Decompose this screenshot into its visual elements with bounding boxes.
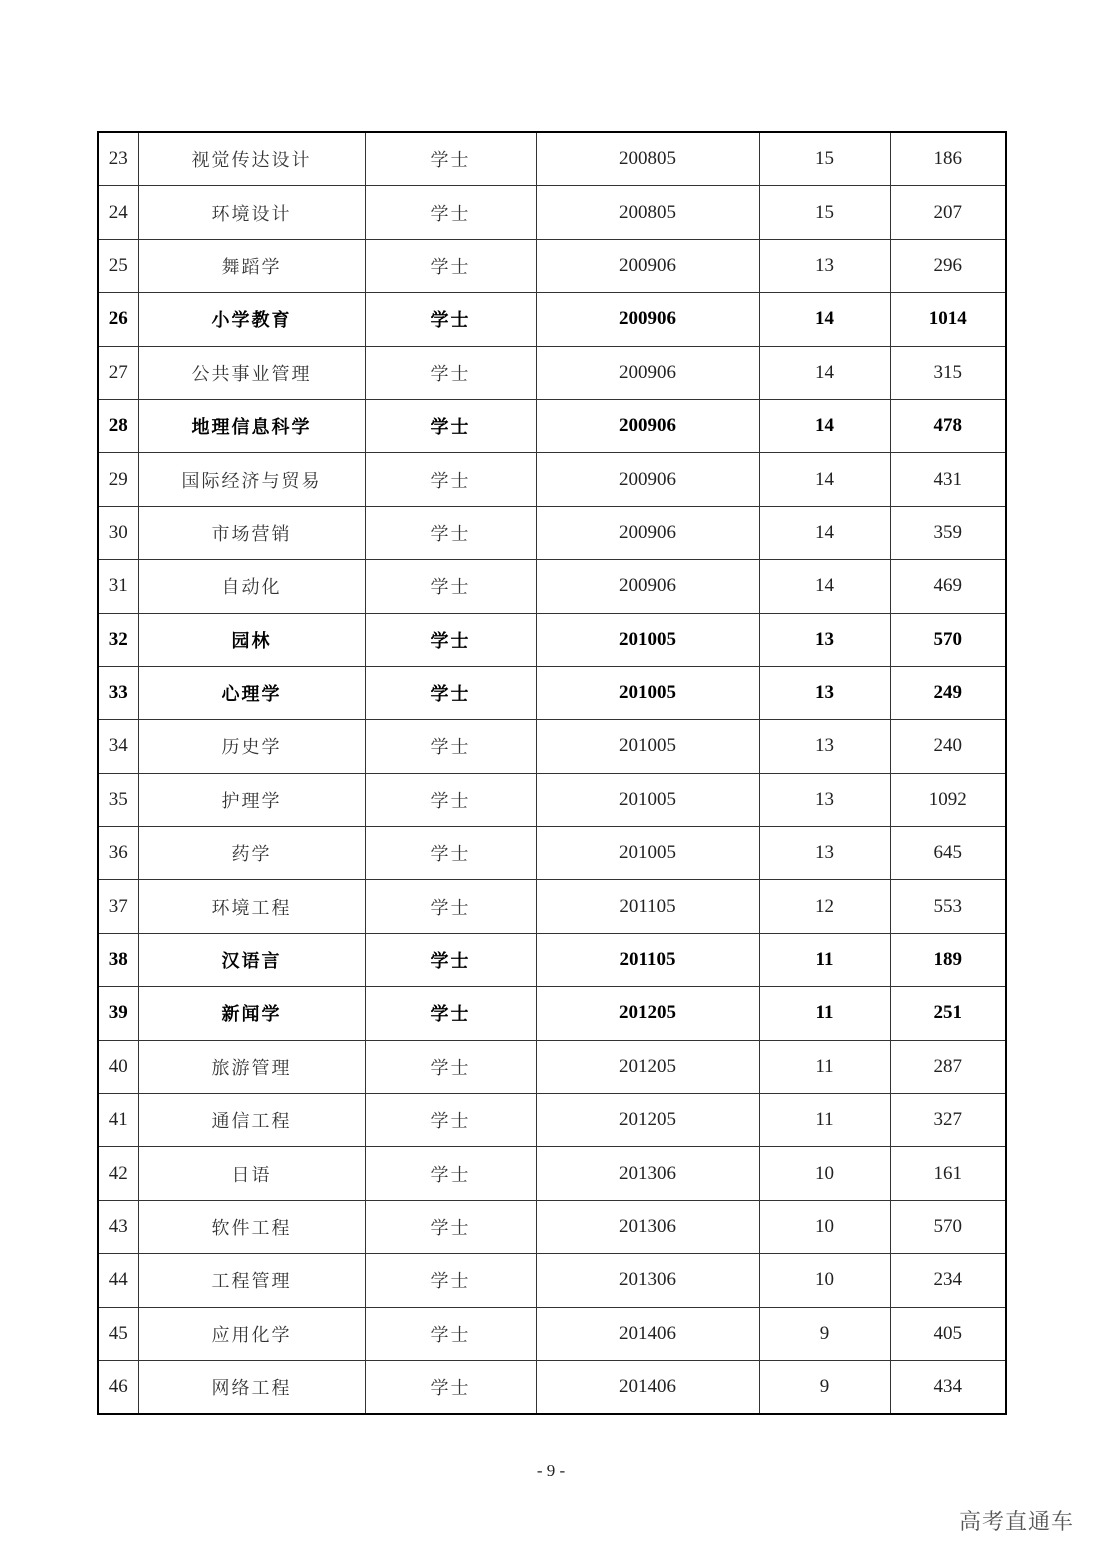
row-number-cell: 28: [98, 399, 138, 452]
degree-cell: 学士: [365, 666, 536, 719]
approval-date-cell: 200906: [536, 399, 759, 452]
count-cell: 296: [890, 239, 1006, 292]
count-cell: 189: [890, 933, 1006, 986]
degree-cell: 学士: [365, 880, 536, 933]
degree-cell: 学士: [365, 1254, 536, 1307]
count-cell: 570: [890, 1200, 1006, 1253]
table-row: [98, 880, 1006, 933]
degree-cell: 学士: [365, 453, 536, 506]
major-name-cell: 护理学: [138, 773, 365, 826]
count-cell: 161: [890, 1147, 1006, 1200]
major-name-cell: 新闻学: [138, 987, 365, 1040]
table-row: [98, 453, 1006, 506]
row-number-cell: 32: [98, 613, 138, 666]
major-name-cell: 网络工程: [138, 1360, 365, 1414]
table-row: [98, 346, 1006, 399]
row-number-cell: 26: [98, 293, 138, 346]
table-row: [98, 1254, 1006, 1307]
table-row: [98, 239, 1006, 292]
major-name-cell: 日语: [138, 1147, 365, 1200]
degree-cell: 学士: [365, 720, 536, 773]
row-number-cell: 40: [98, 1040, 138, 1093]
count-cell: 570: [890, 613, 1006, 666]
years-cell: 13: [759, 720, 890, 773]
row-number-cell: 35: [98, 773, 138, 826]
major-name-cell: 药学: [138, 827, 365, 880]
count-cell: 431: [890, 453, 1006, 506]
years-cell: 10: [759, 1147, 890, 1200]
degree-cell: 学士: [365, 239, 536, 292]
table-row: [98, 1307, 1006, 1360]
approval-date-cell: 200906: [536, 453, 759, 506]
major-name-cell: 通信工程: [138, 1094, 365, 1147]
major-name-cell: 旅游管理: [138, 1040, 365, 1093]
major-name-cell: 工程管理: [138, 1254, 365, 1307]
row-number-cell: 44: [98, 1254, 138, 1307]
count-cell: 315: [890, 346, 1006, 399]
years-cell: 14: [759, 293, 890, 346]
majors-table: [97, 131, 1007, 1415]
years-cell: 14: [759, 346, 890, 399]
table-row: [98, 720, 1006, 773]
major-name-cell: 舞蹈学: [138, 239, 365, 292]
row-number-cell: 38: [98, 933, 138, 986]
years-cell: 15: [759, 186, 890, 239]
count-cell: 405: [890, 1307, 1006, 1360]
years-cell: 14: [759, 453, 890, 506]
row-number-cell: 36: [98, 827, 138, 880]
count-cell: 553: [890, 880, 1006, 933]
count-cell: 207: [890, 186, 1006, 239]
table-row: [98, 1360, 1006, 1414]
table-row: [98, 506, 1006, 559]
count-cell: 327: [890, 1094, 1006, 1147]
approval-date-cell: 201306: [536, 1254, 759, 1307]
row-number-cell: 37: [98, 880, 138, 933]
years-cell: 14: [759, 560, 890, 613]
count-cell: 478: [890, 399, 1006, 452]
count-cell: 186: [890, 132, 1006, 186]
major-name-cell: 环境工程: [138, 880, 365, 933]
approval-date-cell: 200805: [536, 132, 759, 186]
approval-date-cell: 201205: [536, 1094, 759, 1147]
degree-cell: 学士: [365, 933, 536, 986]
degree-cell: 学士: [365, 132, 536, 186]
table-row: [98, 293, 1006, 346]
years-cell: 9: [759, 1307, 890, 1360]
years-cell: 13: [759, 666, 890, 719]
years-cell: 11: [759, 987, 890, 1040]
table-row: [98, 613, 1006, 666]
count-cell: 359: [890, 506, 1006, 559]
approval-date-cell: 200906: [536, 239, 759, 292]
table-row: [98, 827, 1006, 880]
years-cell: 9: [759, 1360, 890, 1414]
approval-date-cell: 200906: [536, 506, 759, 559]
major-name-cell: 环境设计: [138, 186, 365, 239]
row-number-cell: 25: [98, 239, 138, 292]
approval-date-cell: 200906: [536, 560, 759, 613]
major-name-cell: 视觉传达设计: [138, 132, 365, 186]
table-row: [98, 1094, 1006, 1147]
major-name-cell: 心理学: [138, 666, 365, 719]
count-cell: 469: [890, 560, 1006, 613]
table-row: [98, 987, 1006, 1040]
years-cell: 14: [759, 399, 890, 452]
count-cell: 1092: [890, 773, 1006, 826]
degree-cell: 学士: [365, 1147, 536, 1200]
major-name-cell: 软件工程: [138, 1200, 365, 1253]
table-row: [98, 1147, 1006, 1200]
table-row: [98, 186, 1006, 239]
row-number-cell: 39: [98, 987, 138, 1040]
table-row: [98, 1200, 1006, 1253]
majors-table-body: [98, 132, 1006, 1414]
years-cell: 10: [759, 1254, 890, 1307]
major-name-cell: 市场营销: [138, 506, 365, 559]
degree-cell: 学士: [365, 1040, 536, 1093]
table-row: [98, 132, 1006, 186]
row-number-cell: 33: [98, 666, 138, 719]
approval-date-cell: 200906: [536, 346, 759, 399]
degree-cell: 学士: [365, 1200, 536, 1253]
watermark: 高考直通车: [958, 1510, 1074, 1535]
approval-date-cell: 201406: [536, 1307, 759, 1360]
degree-cell: 学士: [365, 560, 536, 613]
major-name-cell: 应用化学: [138, 1307, 365, 1360]
degree-cell: 学士: [365, 827, 536, 880]
approval-date-cell: 201406: [536, 1360, 759, 1414]
approval-date-cell: 200805: [536, 186, 759, 239]
row-number-cell: 45: [98, 1307, 138, 1360]
table-row: [98, 933, 1006, 986]
major-name-cell: 历史学: [138, 720, 365, 773]
years-cell: 11: [759, 933, 890, 986]
years-cell: 13: [759, 773, 890, 826]
count-cell: 251: [890, 987, 1006, 1040]
years-cell: 14: [759, 506, 890, 559]
row-number-cell: 29: [98, 453, 138, 506]
table-row: [98, 773, 1006, 826]
approval-date-cell: 201306: [536, 1147, 759, 1200]
years-cell: 13: [759, 827, 890, 880]
major-name-cell: 园林: [138, 613, 365, 666]
approval-date-cell: 201306: [536, 1200, 759, 1253]
count-cell: 240: [890, 720, 1006, 773]
approval-date-cell: 201005: [536, 613, 759, 666]
approval-date-cell: 200906: [536, 293, 759, 346]
major-name-cell: 自动化: [138, 560, 365, 613]
table-row: [98, 399, 1006, 452]
table-row: [98, 560, 1006, 613]
degree-cell: 学士: [365, 506, 536, 559]
count-cell: 287: [890, 1040, 1006, 1093]
years-cell: 13: [759, 613, 890, 666]
table-row: [98, 666, 1006, 719]
years-cell: 13: [759, 239, 890, 292]
row-number-cell: 42: [98, 1147, 138, 1200]
approval-date-cell: 201005: [536, 827, 759, 880]
degree-cell: 学士: [365, 613, 536, 666]
row-number-cell: 43: [98, 1200, 138, 1253]
degree-cell: 学士: [365, 1360, 536, 1414]
degree-cell: 学士: [365, 399, 536, 452]
row-number-cell: 46: [98, 1360, 138, 1414]
row-number-cell: 30: [98, 506, 138, 559]
major-name-cell: 小学教育: [138, 293, 365, 346]
approval-date-cell: 201105: [536, 933, 759, 986]
major-name-cell: 公共事业管理: [138, 346, 365, 399]
approval-date-cell: 201205: [536, 1040, 759, 1093]
degree-cell: 学士: [365, 186, 536, 239]
major-name-cell: 汉语言: [138, 933, 365, 986]
count-cell: 434: [890, 1360, 1006, 1414]
table-row: [98, 1040, 1006, 1093]
row-number-cell: 41: [98, 1094, 138, 1147]
years-cell: 10: [759, 1200, 890, 1253]
degree-cell: 学士: [365, 293, 536, 346]
approval-date-cell: 201005: [536, 720, 759, 773]
count-cell: 234: [890, 1254, 1006, 1307]
row-number-cell: 34: [98, 720, 138, 773]
degree-cell: 学士: [365, 1307, 536, 1360]
approval-date-cell: 201105: [536, 880, 759, 933]
degree-cell: 学士: [365, 773, 536, 826]
row-number-cell: 23: [98, 132, 138, 186]
count-cell: 249: [890, 666, 1006, 719]
count-cell: 1014: [890, 293, 1006, 346]
page-number: - 9 -: [536, 1461, 566, 1480]
years-cell: 15: [759, 132, 890, 186]
years-cell: 12: [759, 880, 890, 933]
approval-date-cell: 201205: [536, 987, 759, 1040]
degree-cell: 学士: [365, 987, 536, 1040]
years-cell: 11: [759, 1094, 890, 1147]
degree-cell: 学士: [365, 1094, 536, 1147]
major-name-cell: 地理信息科学: [138, 399, 365, 452]
years-cell: 11: [759, 1040, 890, 1093]
approval-date-cell: 201005: [536, 666, 759, 719]
approval-date-cell: 201005: [536, 773, 759, 826]
row-number-cell: 27: [98, 346, 138, 399]
row-number-cell: 31: [98, 560, 138, 613]
major-name-cell: 国际经济与贸易: [138, 453, 365, 506]
count-cell: 645: [890, 827, 1006, 880]
degree-cell: 学士: [365, 346, 536, 399]
row-number-cell: 24: [98, 186, 138, 239]
